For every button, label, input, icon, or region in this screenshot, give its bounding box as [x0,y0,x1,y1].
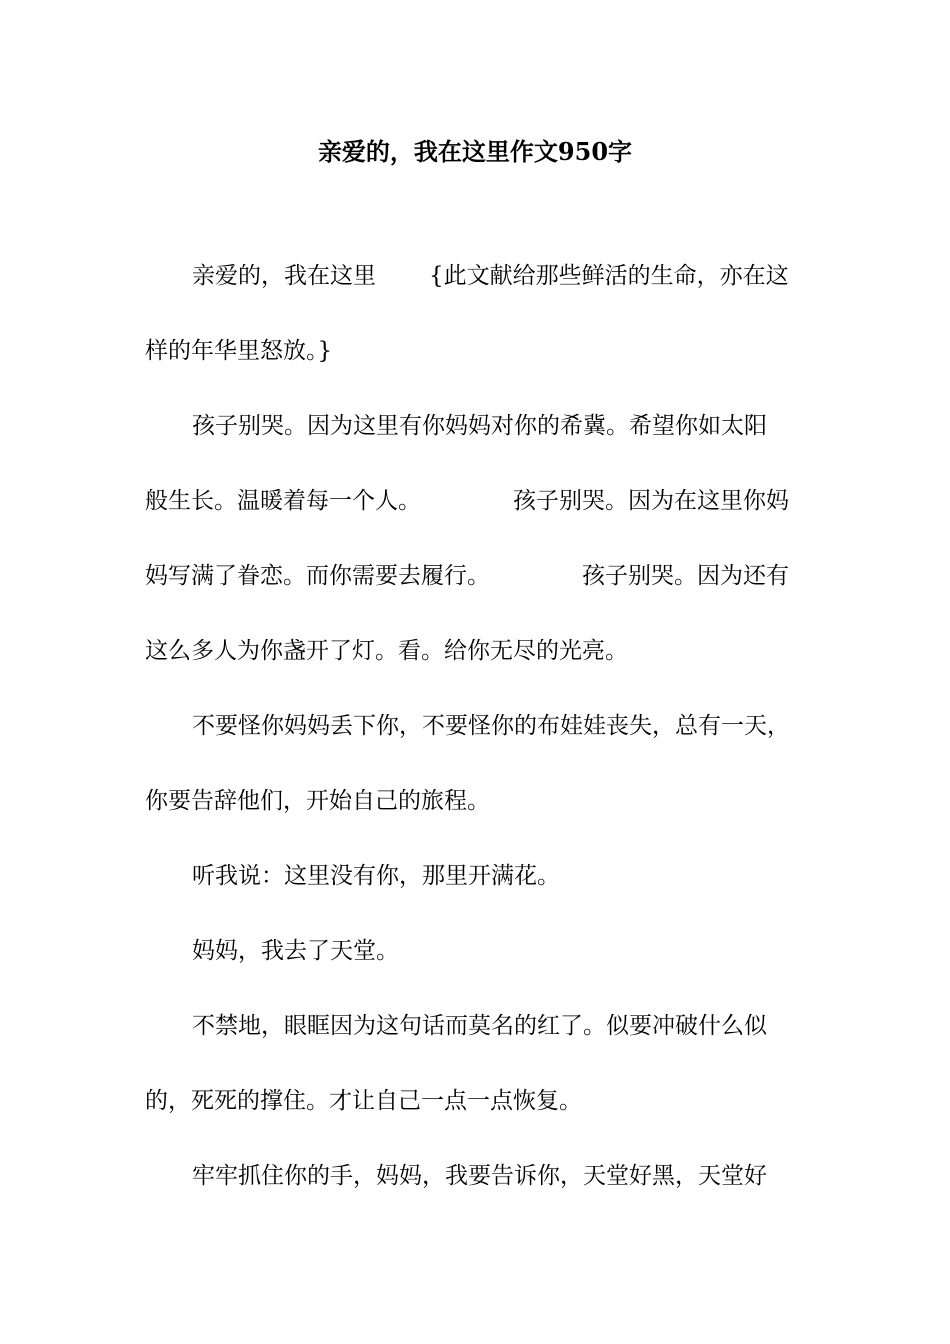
text-segment: 听我说：这里没有你，那里开满花。 [192,863,560,889]
text-segment: 不要怪你妈妈丢下你，不要怪你的布娃娃丧失，总有一天， [192,713,790,739]
text-line [145,928,825,1003]
text-line [145,553,825,628]
document-title: 亲爱的，我在这里作文950字 [317,137,633,166]
text-segment: 孩子别哭。因为在这里你妈 [513,488,789,514]
text-line [145,328,825,403]
text-line [145,403,825,478]
text-segment: 的，死死的撑住。才让自己一点一点恢复。 [145,1088,582,1114]
text-line [145,478,825,553]
text-segment: 孩子别哭。因为这里有你妈妈对你的希冀。希望你如太阳 [192,413,767,439]
text-line [145,1153,825,1228]
text-line [145,628,825,703]
text-segment: 这么多人为你盏开了灯。看。给你无尽的光亮。 [145,638,628,664]
text-line [145,1003,825,1078]
text-segment: 般生长。温暖着每一个人。 [145,488,421,514]
text-segment: 你要告辞他们，开始自己的旅程。 [145,788,490,814]
text-line [145,853,825,928]
text-line [145,253,825,328]
text-segment: 妈写满了眷恋。而你需要去履行。 [145,563,490,589]
text-segment: 样的年华里怒放。} [145,338,333,364]
text-line [145,1078,825,1153]
text-segment: 不禁地，眼眶因为这句话而莫名的红了。似要冲破什么似 [192,1013,767,1039]
text-line [145,703,825,778]
text-segment: {此文献给那些鲜活的生命，亦在这 [429,263,789,289]
text-line [145,778,825,853]
text-segment: 牢牢抓住你的手，妈妈，我要告诉你，天堂好黑，天堂好 [192,1163,767,1189]
text-segment: 妈妈，我去了天堂。 [192,938,399,964]
document-body [145,253,825,1228]
text-segment: 孩子别哭。因为还有 [582,563,789,589]
text-segment: 亲爱的，我在这里 [192,263,376,289]
